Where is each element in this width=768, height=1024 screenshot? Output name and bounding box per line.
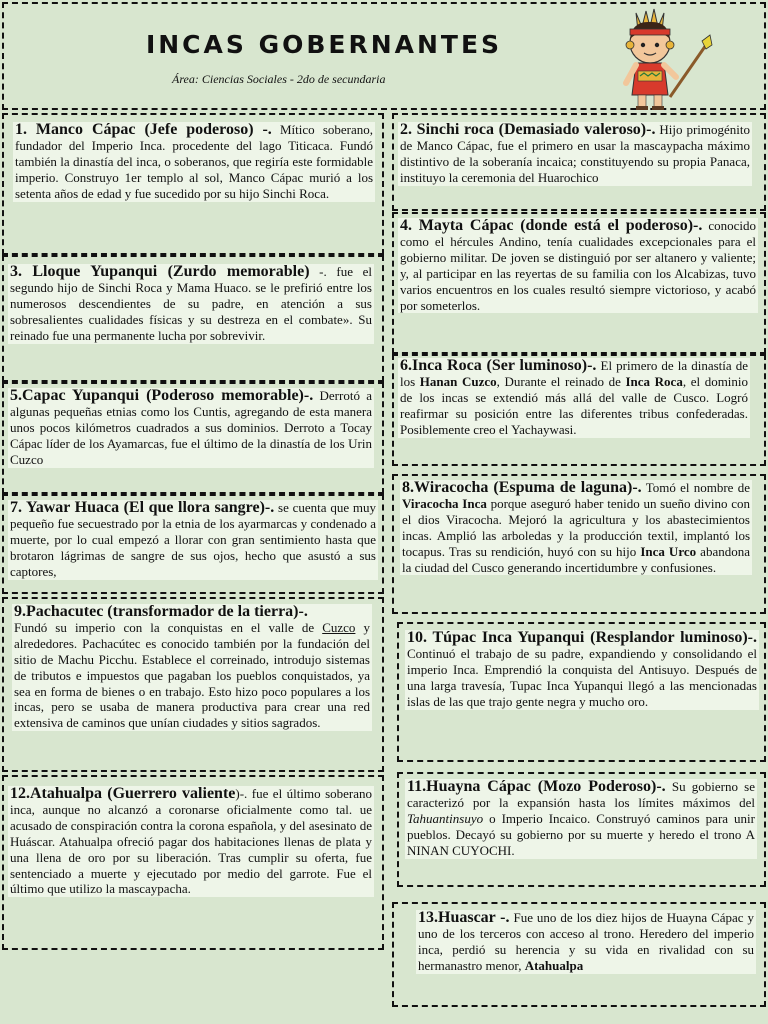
section-11-heading: 11.Huayna Cápac (Mozo Poderoso)-. bbox=[407, 778, 666, 795]
section-2-heading: 2. Sinchi roca (Demasiado valeroso)-. bbox=[400, 121, 656, 138]
page-title: INCAS GOBERNANTES bbox=[145, 30, 503, 59]
section-8-bold-b: Inca Urco bbox=[640, 543, 697, 559]
section-1-text bbox=[13, 122, 375, 202]
section-3-body: -. fue el segundo hijo de Sinchi Roca y Mama Huaco. se le prefirió entre los numerosos descendientes de su padre, en atención a sus sobresalientes cualidades físicas y su destreza en el combate». Su reinado fue una permanente lucha por sobrevivir. bbox=[10, 264, 373, 343]
section-6-text bbox=[398, 358, 750, 438]
section-2-text bbox=[398, 122, 752, 186]
section-11-text bbox=[405, 779, 757, 859]
section-10-body: Continuó el trabajo de su padre, expandiendo y consolidando el imperio Inca. Emprendió la conquista del Antisuyo. Después de una larga travesía, Tupac Inca Yupanqui llegó a las mencionadas islas de las que trajo gente negra y mucho oro. bbox=[407, 645, 757, 709]
section-6-bold-b: Inca Roca bbox=[625, 373, 683, 389]
section-12-text bbox=[8, 786, 374, 897]
section-6-heading: 6.Inca Roca (Ser luminoso)-. bbox=[400, 357, 597, 374]
section-5-text bbox=[8, 388, 374, 468]
section-4-body: conocido como el hércules Andino, tenía cualidades excepcionales para el gobierno militar. De joven se distinguió por ser altanero y valiente; y, al participar en las reyertas de su familia con los Alcabizas, tuvo varios encuentros en los cuales resultó siempre victorioso, y acabó por someterlos. bbox=[400, 218, 757, 313]
section-5-heading: 5.Capac Yupanqui (Poderoso memorable)-. bbox=[10, 387, 314, 404]
section-8-bold-a: Viracocha Inca bbox=[402, 495, 487, 511]
section-8-text bbox=[400, 480, 752, 575]
section-4-heading: 4. Mayta Cápac (donde está el poderoso)-. bbox=[400, 217, 703, 234]
section-5-body: Derrotó a algunas pequeñas etnias como los Cuntis, agregando de esta manera unos pocos kilómetros cuadrados a sus dominios. Derroto a Tocay Cápac líder de los Ayamarcas, fue el último de la dinastía de los Urin Cuzco bbox=[10, 388, 373, 467]
section-10-text bbox=[405, 630, 759, 710]
section-13-bold: Atahualpa bbox=[524, 957, 584, 973]
section-10-heading: 10. Túpac Inca Yupanqui (Resplandor luminoso)-. bbox=[407, 629, 757, 646]
cuzco-link[interactable]: Cuzco bbox=[322, 619, 356, 635]
section-2-body: Hijo primogénito de Manco Cápac, fue el primero en usar la mascaypacha máximo distintivo de la soberanía incaica; constituyendo su propia Panaca, instituyo la ceremonia del Huarochico bbox=[400, 122, 750, 185]
section-11-italic: Tahuantinsuyo bbox=[407, 810, 484, 826]
inca-character-illustration bbox=[606, 5, 716, 113]
section-9-heading: 9.Pachacutec (transformador de la tierra)-. bbox=[14, 603, 308, 620]
section-9-body-b: y alrededores. Pachacútec es conocido también por la fundación del sitio de Machu Picchu. Establece el correinado, introdujo sistemas de tributos e impuestos que pagaban los pueblos conquistados, ya sea en forma de bienes o en trabajo. Esto hizo poco populares a los incas, pero se usaba de manera productiva para crear una red extensiva de caminos que unían ciudades y sitios sagrados. bbox=[14, 619, 370, 731]
section-13-heading: 13.Huascar -. bbox=[418, 909, 510, 926]
section-12-body: )-. fue el último soberano inca, aunque no alcanzó a coronarse oficialmente como tal. ue acusado de conspiración contra la corona española, y del asesinato de Huáscar. Atahualpa ofreció pagar dos habitaciones llenas de plata y una llena de oro por su liberación. Tras cumplir su oferta, fue sentenciado a muerte y ejecutado por medio del garrote. Fue el último que utilizo la mascaypacha. bbox=[10, 786, 372, 897]
page-subtitle: Área: Ciencias Sociales - 2do de secundaria bbox=[172, 72, 386, 86]
section-1-body: Mítico soberano, fundador del Imperio Inca. procedente del lago Titicaca. Fundó también la dinastía del inca, o soberanos, que regiría este formidable imperio. Construyo 1er templo al sol, Manco Cápac murió a los setenta años de edad y fue sucedido por su hijo Sinchi Roca. bbox=[15, 122, 374, 201]
section-9-text bbox=[12, 604, 372, 731]
section-4-text bbox=[398, 218, 758, 313]
section-8-heading: 8.Wiracocha (Espuma de laguna)-. bbox=[402, 479, 642, 496]
section-6-body-c: , el dominio de los incas se extendió más allá del valle de Cusco. Logró reafirmar su posición entre las diferentes tribus confederadas. Posiblemente creo el Yachaywasi. bbox=[400, 373, 749, 437]
section-6-body-a: El primero de la dinastía de los bbox=[400, 358, 749, 389]
section-3-text bbox=[8, 264, 374, 344]
section-1-heading: 1. Manco Cápac (Jefe poderoso) -. bbox=[15, 121, 272, 138]
section-7-text bbox=[8, 500, 378, 580]
section-8-body-a: Tomó el nombre de bbox=[645, 480, 750, 495]
section-8-body-c: abandona la ciudad del Cusco generando incertidumbre y confusiones. bbox=[402, 543, 750, 575]
section-6-body-b: , Durante el reinado de bbox=[496, 373, 626, 389]
section-13-text bbox=[416, 910, 756, 974]
section-11-body-a: Su gobierno se caracterizó por la expansión hasta los límites máximos del bbox=[407, 779, 755, 810]
section-8-body-b: porque aseguró haber tenido un sueño divino con el dios Viracocha. Mejoró la agricultura y los abastecimientos incas. Amplió las arboledas y la producción textil, implantó los tocapus. Tras su rendición, huyó con su hijo bbox=[402, 495, 750, 559]
section-6-bold-a: Hanan Cuzco bbox=[419, 373, 497, 389]
section-11-body-b: o Imperio Incaico. Construyó caminos para unir pueblos. Decayó su gobierno por su muerte y heredo el trono A NINAN CUYOCHI. bbox=[407, 810, 755, 858]
section-3-heading: 3. Lloque Yupanqui (Zurdo memorable) bbox=[10, 263, 310, 280]
section-9-body-a: Fundó su imperio con la conquistas en el valle de bbox=[14, 619, 323, 635]
section-7-body: se cuenta que muy pequeño fue secuestrado por la etnia de los ayarmarcas y condenado a muerte, por lo cual empezó a llorar con gran sentimiento hasta que brotaron lágrimas de sangre de sus ojos, hecho que asustó a sus captores, bbox=[10, 500, 377, 579]
section-12-heading: 12.Atahualpa (Guerrero valiente bbox=[10, 785, 236, 802]
section-13-body: Fue uno de los diez hijos de Huayna Cápac y uno de los terceros con acceso al trono. Heredero del imperio inca, perdió su herencia y su vida en rivalidad con su hermanastro menor, bbox=[418, 910, 755, 973]
section-7-heading: 7. Yawar Huaca (El que llora sangre)-. bbox=[10, 499, 275, 516]
